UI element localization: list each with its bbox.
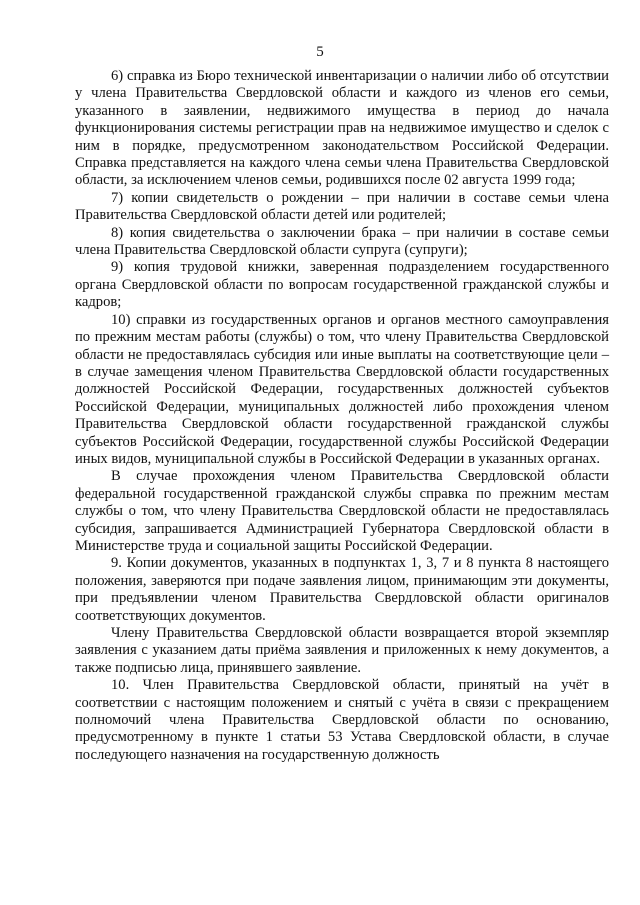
- paragraph-item-10: 10. Член Правительства Свердловской области, принятый на учёт в соответствии с настоящим положением и снятый с учёта в связи с прекращением полномочий члена Правительства Свердловской области по основанию, предусмотренному в пункте 1 статьи 53 Устава Свердловской области, в случае последующего назначения на государственную должность: [75, 677, 609, 763]
- paragraph-subitem-8: 8) копия свидетельства о заключении брака – при наличии в составе семьи члена Правительства Свердловской области супруга (супруги);: [75, 224, 609, 259]
- paragraph-copy-return: Члену Правительства Свердловской области возвращается второй экземпляр заявления с указанием даты приёма заявления и приложенных к нему документов, а также подписью лица, принявшего заявление.: [75, 625, 609, 676]
- paragraph-subitem-9: 9) копия трудовой книжки, заверенная подразделением государственного органа Свердловской области по вопросам государственной гражданской службы и кадров;: [75, 259, 609, 311]
- page-number: 5: [316, 44, 324, 60]
- paragraph-subitem-6: 6) справка из Бюро технической инвентаризации о наличии либо об отсутствии у члена Правительства Свердловской области и каждого из членов его семьи, указанного в заявлении, недвижимого имущества в период до начала функционирования системы регистрации прав на недвижимое имущество и сделок с ним в порядке, предусмотренном законодательством Российской Федерации. Справка представляется на каждого члена семьи члена Правительства Свердловской области, за исключением членов семьи, родившихся после 02 августа 1999 года;: [75, 68, 609, 189]
- paragraph-item-9: 9. Копии документов, указанных в подпунктах 1, 3, 7 и 8 пункта 8 настоящего положения, заверяются при подаче заявления лицом, принимающим эти документы, при предъявлении членом Правительства Свердловской области оригиналов соответствующих документов.: [75, 555, 609, 624]
- document-body: [75, 68, 609, 764]
- paragraph-federal-service: В случае прохождения членом Правительства Свердловской области федеральной государственной гражданской службы справка по прежним местам службы о том, что члену Правительства Свердловской области не предоставлялась субсидия, запрашивается Администрацией Губернатора Свердловской области в Министерстве труда и социальной защиты Российской Федерации.: [75, 468, 609, 554]
- paragraph-subitem-7: 7) копии свидетельств о рождении – при наличии в составе семьи члена Правительства Свердловской области детей или родителей;: [75, 189, 609, 224]
- paragraph-subitem-10: 10) справки из государственных органов и органов местного самоуправления по прежним местам работы (службы) о том, что члену Правительства Свердловской области не предоставлялась субсидия или иные выплаты на соответствующие цели – в случае замещения членом Правительства Свердловской области государственных должностей Российской Федерации, государственных должностей субъектов Российской Федерации, муниципальных должностей либо прохождения членом Правительства Свердловской области государственной гражданской службы субъектов Российской Федерации, государственной службы Российской Федерации иных видов, муниципальной службы в Российской Федерации в указанных органах.: [75, 311, 609, 467]
